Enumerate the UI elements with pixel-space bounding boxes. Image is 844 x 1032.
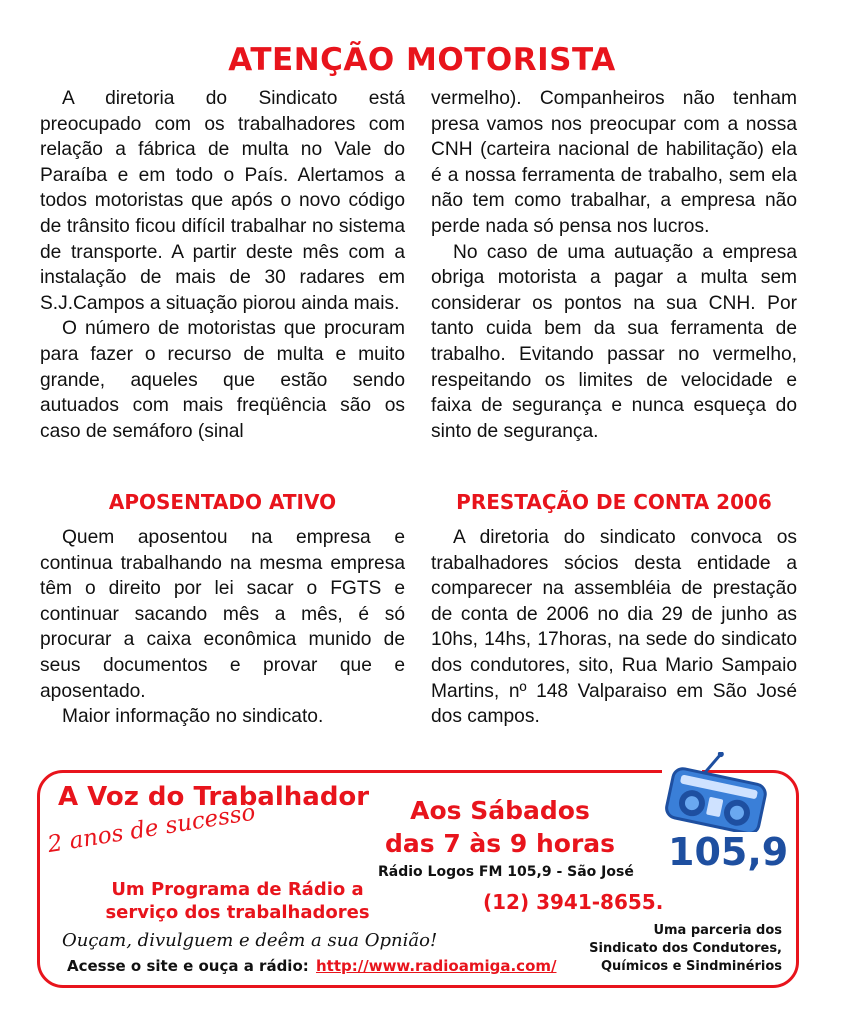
station-name: Rádio Logos FM 105,9 - São José — [378, 864, 634, 880]
aposentado-heading: APOSENTADO ATIVO — [108, 490, 337, 514]
article-right-column — [431, 86, 797, 444]
article-paragraph: vermelho). Companheiros não tenham presa vamos nos preocupar com a nossa CNH (carteira nacional de habilitação) ela é a nossa ferramenta de trabalho, sem ela não tem como trabalhar, a empresa não perde nada só pensa nos lucros. — [431, 88, 797, 237]
anniversary-text: 2 anos de sucesso — [45, 799, 258, 858]
prestacao-text — [431, 525, 797, 730]
article-left-column — [40, 86, 405, 444]
site-label: Acesse o site e ouça a rádio: — [67, 957, 309, 975]
program-tagline: Um Programa de Rádio a serviço dos trabalhadores — [105, 879, 370, 923]
aposentado-paragraph: Maior informação no sindicato. — [62, 706, 324, 728]
aposentado-paragraph: Quem aposentou na empresa e continua trabalhando na mesma empresa têm o direito por lei sacar o FGTS e continuar sacando mês a mês, é só procurar a caixa econômica munido de seus documentos e provar que e aposentado. — [40, 527, 405, 702]
call-to-action: Ouçam, divulguem e deêm a sua Opnião! — [62, 930, 438, 951]
article-paragraph: A diretoria do Sindicato está preocupado com os trabalhadores com relação a fábrica de multa no Vale do Paraíba e em todo o País. Alertamos a todos motoristas que após o novo código de trânsito ficou difícil trabalhar no sistema de transporte. A partir deste mês com a instalação de mais de 30 radares em S.J.Campos a situação piorou ainda mais. — [40, 88, 405, 314]
frequency-badge: 105,9 — [668, 830, 789, 874]
article-paragraph: O número de motoristas que procuram para fazer o recurso de multa e muito grande, aqueles que estão sendo autuados com mais freqüência são os caso de semáforo (sinal — [40, 318, 405, 442]
phone-number: (12) 3941-8655. — [483, 890, 664, 914]
prestacao-paragraph: A diretoria do sindicato convoca os trabalhadores sócios desta entidade a comparecer na assembléia de prestação de conta de 2006 no dia 29 de junho as 10hs, 14hs, 17horas, na sede do sindicato dos condutores, sito, Rua Mario Sampaio Martins, nº 148 Valparaiso em São José dos campos. — [431, 527, 797, 728]
partnership-text: Uma parceria dos Sindicato dos Condutores, Químicos e Sindminérios — [589, 923, 782, 974]
article-paragraph: No caso de uma autuação a empresa obriga motorista a pagar a multa sem considerar os pontos na sua CNH. Por tanto cuida bem da sua ferramenta de trabalho. Evitando passar no vermelho, respeitando os limites de velocidade e faixa de segurança e nunca esqueça do sinto de segurança. — [431, 241, 797, 442]
program-name: A Voz do Trabalhador — [58, 782, 370, 812]
schedule: Aos Sábados das 7 às 9 horas — [384, 796, 616, 858]
radio-icon — [660, 752, 772, 832]
aposentado-text — [40, 525, 405, 730]
page-title: ATENÇÃO MOTORISTA — [228, 42, 616, 78]
prestacao-heading: PRESTAÇÃO DE CONTA 2006 — [456, 490, 772, 514]
site-link[interactable]: http://www.radioamiga.com/ — [316, 957, 557, 975]
